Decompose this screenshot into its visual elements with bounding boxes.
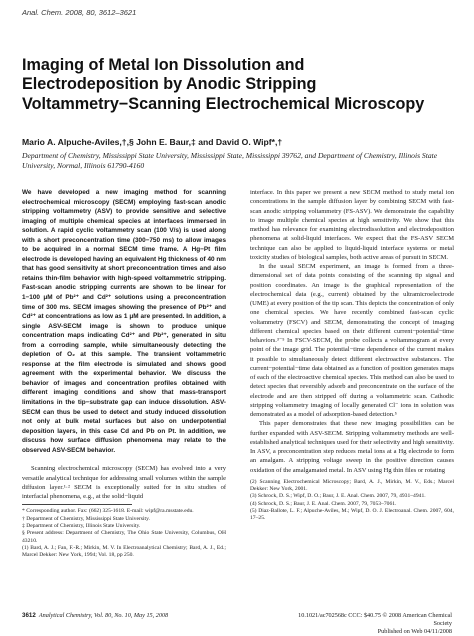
left-footnotes [22,508,226,559]
abstract-paragraph: We have developed a new imaging method for scanning electrochemical microscopy (SECM) employing fast-scan anodic stripping voltammetry (ASV) to provide sensitive and selective imaging of multiple chemical species at interfaces immersed in solution. A rapid cyclic voltammetry scan (100 V/s) is used along with a short preconcentration time (300−750 ms) to allow images to be acquired in a normal SECM time frame. A Hg−Pt film electrode is developed having an equivalent Hg thickness of 40 nm that has good sensitivity at short preconcentration times and also retains thin-film behavior with high-speed voltammetric stripping. Fast-scan anodic stripping currents are shown to be linear for 1−100 μM of Pb²⁺ and Cd²⁺ solutions using a preconcentration time of 300 ms. SECM images showing the presence of Pb²⁺ and Cd²⁺ at concentrations as low as 1 μM are presented. In addition, a single ASV-SECM image is shown to produce unique concentration maps indicating Cd²⁺ and Pb²⁺, generated in situ from a corroding sample, while simultaneously detecting the depletion of O₂ at this sample. The transient voltammetric response at the film electrode is simulated and shows good agreement with the experimental behavior. We discuss the behavior of images and concentration profiles obtained with different imaging conditions and show that mass-transport limitations in the tip−substrate gap can induce dissolution. ASV-SECM can thus be used to detect and study induced dissolution not only at bulk metal surfaces but also on underpotential deposition layers, in this case Cd and Pb on Pt. In addition, we discuss how surface diffusion phenomena may relate to the observed ASV-SECM behavior. [22,189,226,454]
footnote: § Present address: Department of Chemistry, The Ohio State University, Columbus, OH 43210. [22,530,226,544]
right-column [250,188,454,523]
author-list: Mario A. Alpuche-Aviles,†,§ John E. Baur,‡ and David O. Wipf*,† [22,137,283,147]
doi-line: 10.1021/ac702568c CCC: $40.75 © 2008 American Chemical Society [298,612,452,627]
reference: (3) Schrock, D. S.; Wipf, D. O.; Baur, J. E. Anal. Chem. 2007, 79, 4931–4941. [250,493,426,500]
right-references [250,479,454,523]
body-paragraph: This paper demonstrates that these new imaging possibilities can be further expanded with ASV-SECM. Stripping voltammetry methods are well-established analytical techniques used for their selectivity and high sensitivity. In ASV, a preconcentration step reduces metal ions at a Hg electrode to form an amalgam. A stripping voltage sweep in the positive direction causes oxidation of the amalgamated metal. In ASV using Hg thin files or rotating [250,420,454,474]
main-body [250,188,454,475]
intro-body [22,464,226,501]
footnote: * Corresponding author. Fax: (662) 325-1618. E-mail: wipf@ra.msstate.edu. [22,508,194,515]
affiliation: Department of Chemistry, Mississippi State University, Mississippi State, Mississippi 39762, and Department of Chemistry, Illinois State University, Normal, Illinois 61790-4160 [22,151,438,170]
article-title: Imaging of Metal Ion Dissolution and Electrodeposition by Anodic Stripping Voltammetry−Scanning Electrochemical Microscopy [22,56,425,113]
reference: (2) Scanning Electrochemical Microscopy; Bard, A. J., Mirkin, M. V., Eds.; Marcel Dekker: New York, 2001. [250,478,454,493]
abstract [22,188,226,455]
left-column [22,188,226,560]
publication-date: Published on Web 04/11/2008 [377,628,452,635]
footnote: † Department of Chemistry, Mississippi State University. [22,515,150,522]
reference: (4) Schrock, D. S.; Baur, J. E. Anal. Chem. 2007, 79, 7053–7061. [250,500,397,507]
body-paragraph: Scanning electrochemical microscopy (SECM) has evolved into a very versatile analytical technique for addressing small volumes within the sample diffusion layer.¹·² SECM is exceptionally suited for in situ studies of interfacial phenomena, e.g., at the solid−liquid [22,465,226,501]
journal-citation: Anal. Chem. 2008, 80, 3612–3621 [22,8,137,17]
body-paragraph: interface. In this paper we present a new SECM method to study metal ion concentrations in the sample diffusion layer by combining SECM with fast-scan anodic stripping voltammetry (FS-ASV). We demonstrate the capability to image multiple chemical species at high sensitivity. We show that this method has relevance for examining electrodissolution and electrodeposition phenomena at solid-liquid interfaces. We expect that the FS-ASV SECM technique can also be applied to liquid-liquid interface systems or metal toxicity studies of biological samples, both active areas of pursuit in SECM. [250,189,454,261]
footnote-rule [22,504,132,505]
reference: (5) Diaz-Ballote, L. F.; Alpuche-Aviles, M.; Wipf, D. O. J. Electroanal. Chem. 2007, 604, 17–25. [250,508,454,522]
page-footer-left [22,612,168,620]
journal-issue: Analytical Chemistry, Vol. 80, No. 10, May 15, 2008 [38,612,169,619]
footnote: ‡ Department of Chemistry, Illinois State University. [22,523,141,529]
body-paragraph: In the usual SECM experiment, an image is formed from a three-dimensional set of data points consisting of the scanning tip signal and position coordinates. An image is the graphical representation of the electrochemical data (e.g., current) obtained by the ultramicroelectrode (UME) at every position of the tip scan. This depicts the concentration of only one chemical species. We have recently combined fast-scan cyclic voltammetry (FSCV) and SECM, demonstrating the concept of imaging different chemical species based on their different current−potential−time behaviors.³⁻⁵ In FSCV-SECM, the probe collects a voltammogram at every point of the image grid. The potential−time dependence of the current makes it possible to simultaneously detect different electroactive substances. The current−potential−time data obtained as a function of position generates maps of each of the electroactive chemical species. This method can also be used to detect species that reversibly adsorb and preconcentrate on the surface of the electrode and are then stripped off during a voltammetric scan. Cathodic stripping voltammetry imaging of locally generated Cl⁻ ions in solution was demonstrated as a model of adsorption-based detection.⁵ [250,263,454,418]
reference: (1) Bard, A. J.; Fan, F.-R.; Mirkin, M. V. In Electroanalytical Chemistry; Bard, A. J., Ed.; Marcel Dekker: New York, 1994; Vol. 18, pp 250. [22,545,226,559]
page-number: 3612 [22,612,36,619]
page-footer-right [290,612,452,636]
